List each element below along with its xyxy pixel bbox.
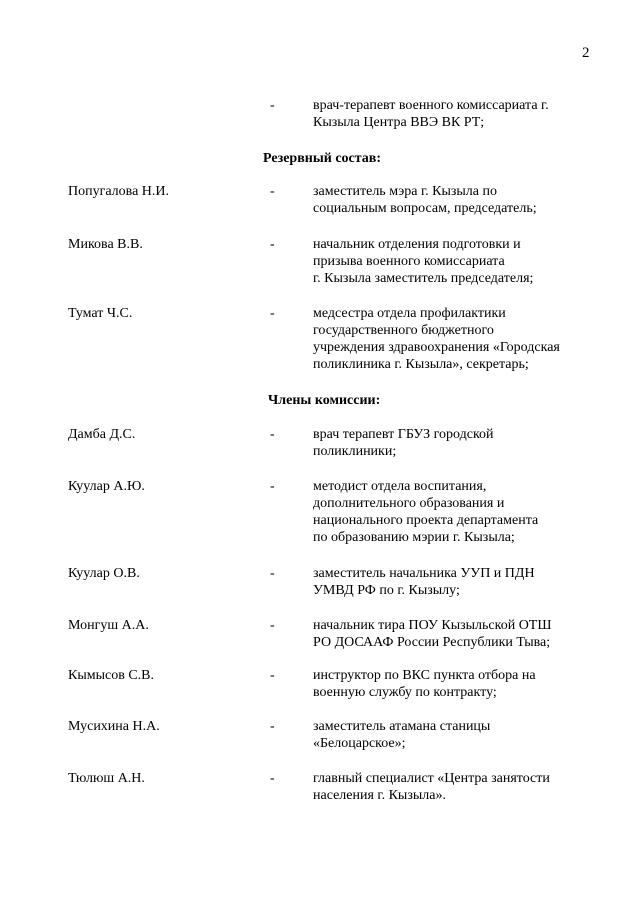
member-name: Тюлюш А.Н. [68,771,145,786]
description-line: г. Кызыла заместитель председателя; [313,271,534,286]
description-line: «Белоцарское»; [313,736,406,751]
entry-dash: - [270,184,275,199]
description-line: заместитель начальника УУП и ПДН [313,566,535,581]
description-line: инструктор по ВКС пункта отбора на [313,668,536,683]
entry-dash: - [270,306,275,321]
entry-description [313,97,603,131]
page-number: 2 [582,45,590,61]
entry-description [313,667,603,701]
description-line: Кызыла Центра ВВЭ ВК РТ; [313,115,485,130]
entry-description [313,718,603,752]
member-name: Кымысов С.В. [68,668,155,683]
entry-description [313,770,603,804]
description-line: РО ДОСААФ России Республики Тыва; [313,635,551,650]
description-line: заместитель мэра г. Кызыла по [313,184,497,199]
description-line: дополнительного образования и [313,496,505,511]
description-line: начальник тира ПОУ Кызыльской ОТШ [313,618,552,633]
members-heading: Члены комиссии: [268,393,381,408]
entry-description [313,617,603,651]
description-line: поликлиника г. Кызыла», секретарь; [313,357,529,372]
entry-description [313,183,603,217]
description-line: государственного бюджетного [313,323,494,338]
member-name: Куулар О.В. [68,566,140,581]
description-line: военную службу по контракту; [313,685,497,700]
entry-description [313,565,603,599]
description-line: УМВД РФ по г. Кызылу; [313,583,460,598]
entry-dash: - [270,668,275,683]
description-line: врач терапевт ГБУЗ городской [313,427,494,442]
entry-dash: - [270,237,275,252]
description-line: учреждения здравоохранения «Городская [313,340,560,355]
description-line: заместитель атамана станицы [313,719,491,734]
description-line: национального проекта департамента [313,513,539,528]
entry-dash: - [270,98,275,113]
member-name: Дамба Д.С. [68,427,136,442]
member-name: Монгуш А.А. [68,618,149,633]
entry-dash: - [270,479,275,494]
description-line: начальник отделения подготовки и [313,237,521,252]
entry-dash: - [270,427,275,442]
description-line: методист отдела воспитания, [313,479,487,494]
reserve-heading: Резервный состав: [263,151,382,166]
entry-dash: - [270,566,275,581]
entry-description [313,478,603,546]
entry-description [313,305,603,373]
description-line: населения г. Кызыла». [313,788,446,803]
description-line: призыва военного комиссариата [313,254,505,269]
entry-dash: - [270,618,275,633]
entry-dash: - [270,719,275,734]
entry-dash: - [270,771,275,786]
description-line: по образованию мэрии г. Кызыла; [313,530,515,545]
member-name: Тумат Ч.С. [68,306,133,321]
entry-description [313,426,603,460]
description-line: социальным вопросам, председатель; [313,201,537,216]
member-name: Мусихина Н.А. [68,719,160,734]
member-name: Микова В.В. [68,237,143,252]
member-name: Попугалова Н.И. [68,184,170,199]
description-line: врач-терапевт военного комиссариата г. [313,98,549,113]
member-name: Куулар А.Ю. [68,479,145,494]
description-line: медсестра отдела профилактики [313,306,506,321]
description-line: главный специалист «Центра занятости [313,771,550,786]
description-line: поликлиники; [313,444,397,459]
entry-description [313,236,603,287]
